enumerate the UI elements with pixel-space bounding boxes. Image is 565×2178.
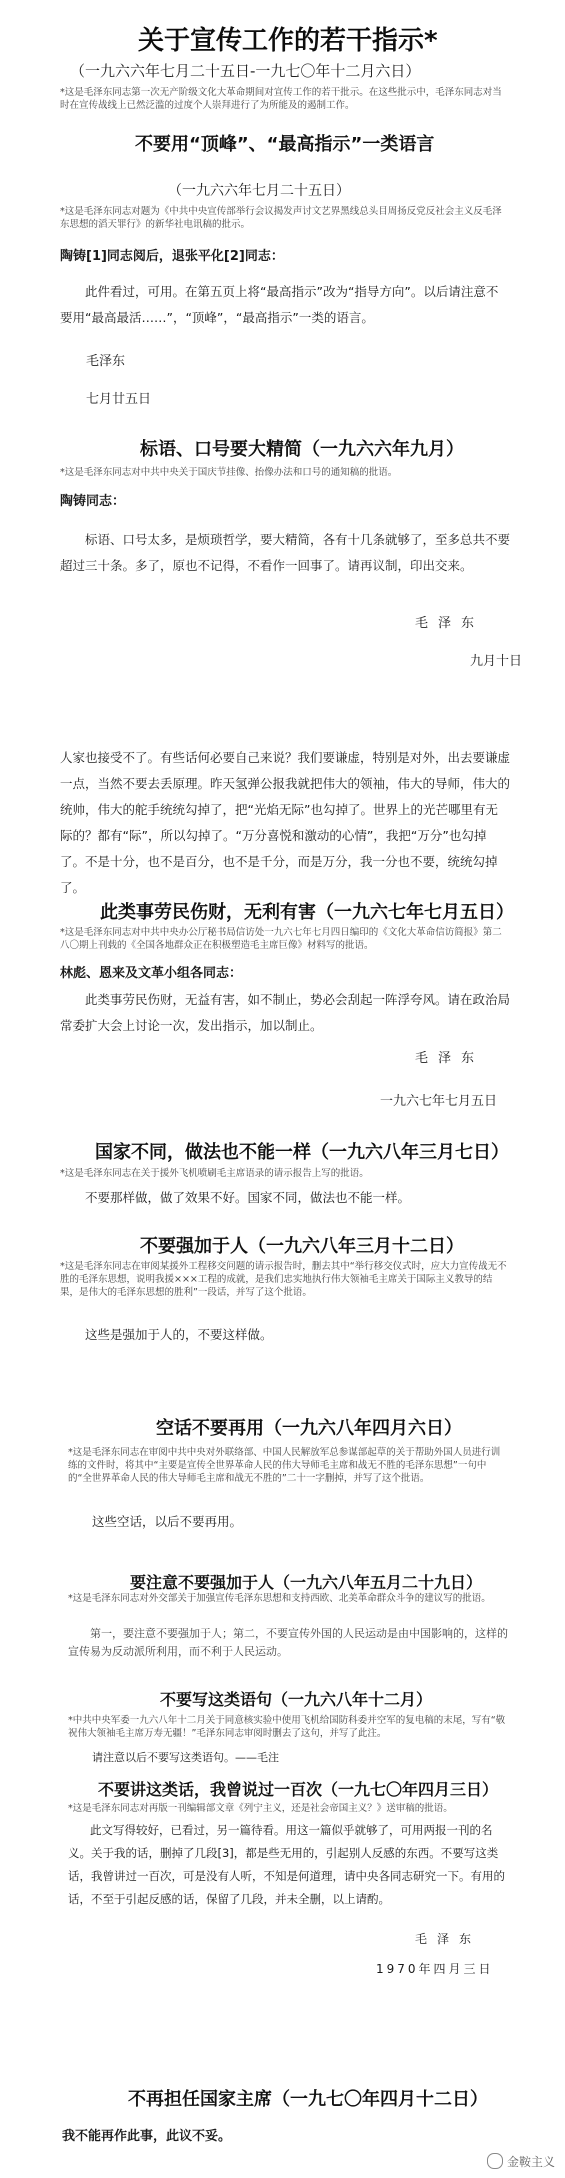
sign-date: 一九六七年七月五日 — [380, 1094, 498, 1109]
section-body: 请注意以后不要写这类语句。——毛注 — [92, 1751, 279, 1764]
section-heading: 标语、口号要大精简（一九六六年九月） — [140, 439, 464, 460]
title-date: （一九六六年七月二十五日-一九七〇年十二月六日） — [70, 62, 421, 80]
page-title: 关于宣传工作的若干指示* — [138, 26, 438, 56]
section-body: 此文写得较好，已看过，另一篇待看。用这一篇似乎就够了，可用两报一刊的名义。关于我的话，删掉了几段[3]，都是些无用的，引起别人反感的东西。不要写这类话，我曾讲过一百次，可是没有人听，不知是何道理，请中央各同志研究一下。有用的话，不至于引起反感的话，保留了几段，并未全删，以上请酌。 — [68, 1823, 505, 1906]
signature: 毛泽东 — [415, 1051, 485, 1066]
sign-date: 1970年四月三日 — [376, 1962, 494, 1976]
signature: 毛泽东 — [415, 616, 485, 631]
section-body: 我不能再作此事，此议不妥。 — [62, 2129, 232, 2144]
section-note: *这是毛泽东同志在审阅中共中央对外联络部、中国人民解放军总参谋部起草的关于帮助外国人员进行训练的文件时，将其中“主要是宣传全世界革命人民的伟大导师毛主席和战无不胜的毛泽东思想”一句中的“全世界革命人民的伟大导师毛主席和战无不胜的”二十一字删掉，并写了这个批语。 — [68, 1447, 501, 1484]
section-note: *这是毛泽东同志对中共中央办公厅秘书局信访处一九六七年七月四日编印的《文化大革命信访简报》第二八〇期上刊载的《全国各地群众正在积极塑造毛主席巨像》材料写的批语。 — [60, 927, 502, 951]
section-heading: 不要用“顶峰”、“最高指示”一类语言 — [135, 134, 435, 155]
section-date: （一九六六年七月二十五日） — [168, 183, 350, 199]
section-body: 不要那样做，做了效果不好。国家不同，做法也不能一样。 — [85, 1190, 411, 1205]
section-body: 这些是强加于人的，不要这样做。 — [85, 1327, 273, 1342]
section-heading: 空话不要再用（一九六八年四月六日） — [156, 1418, 462, 1439]
section-note: *中共中央军委一九六八年十二月关于同意核实验中使用飞机给国防科委并空军的复电稿的末尾，写有“敬祝伟大领袖毛主席万寿无疆！”毛泽东同志审阅时删去了这句，并写了此注。 — [68, 1715, 506, 1739]
section-note: *这是毛泽东同志对外交部关于加强宣传毛泽东思想和支持西欧、北美革命群众斗争的建议写的批语。 — [68, 1593, 491, 1604]
section-body: 此件看过，可用。在第五页上将“最高指示”改为“指导方向”。以后请注意不要用“最高最活……”，“顶峰”，“最高指示”一类的语言。 — [60, 284, 499, 325]
section-body: 第一，要注意不要强加于人；第二，不要宣传外国的人民运动是由中国影响的，这样的宣传易为反动派所利用，而不利于人民运动。 — [68, 1627, 508, 1658]
sign-date: 九月十日 — [470, 654, 523, 669]
section-heading: 不要讲这类话，我曾说过一百次（一九七〇年四月三日） — [98, 1780, 499, 1799]
section-heading: 不再担任国家主席（一九七〇年四月十二日） — [128, 2089, 488, 2110]
section-heading: 不要强加于人（一九六八年三月十二日） — [140, 1236, 464, 1257]
watermark — [487, 2153, 555, 2170]
title-note: *这是毛泽东同志第一次无产阶级文化大革命期间对宣传工作的若干批示。在这些批示中，毛泽东同志对当时在宣传战线上已然泛滥的过度个人崇拜进行了为所能及的遏制工作。 — [60, 87, 502, 111]
sign-date: 七月廿五日 — [86, 392, 152, 407]
section-body: 这些空话，以后不要再用。 — [92, 1514, 243, 1529]
section-heading: 此类事劳民伤财，无利有害（一九六七年七月五日） — [100, 902, 514, 923]
section-body: 此类事劳民伤财，无益有害，如不制止，势必会刮起一阵浮夸风。请在政治局常委扩大会上讨论一次，发出指示，加以制止。 — [60, 992, 511, 1033]
section-addressee: 陶铸[1]同志阅后，退张平化[2]同志： — [60, 249, 284, 264]
section-addressee: 陶铸同志： — [60, 494, 126, 509]
section-heading: 国家不同，做法也不能一样（一九六八年三月七日） — [95, 1142, 509, 1163]
watermark-text: 金鞍主义 — [506, 2155, 555, 2169]
section-body: 人家也接受不了。有些话何必要自己来说？我们要谦虚，特别是对外，出去要谦虚一点，当然不要去丢原理。昨天氢弹公报我就把伟大的领袖，伟大的导师，伟大的统帅，伟大的舵手统统勾掉了，把“光焰无际”也勾掉了。世界上的光芒哪里有无际的？都有“际”，所以勾掉了。“万分喜悦和激动的心情”，我把“万分”也勾掉了。不是十分，也不是百分，也不是千分，而是万分，我一分也不要，统统勾掉了。 — [60, 750, 511, 895]
section-note: *这是毛泽东同志对题为《中共中央宣传部举行会议揭发声讨文艺界黑线总头目周扬反党反社会主义反毛泽东思想的滔天罪行》的新华社电讯稿的批示。 — [60, 206, 502, 230]
section-note: *这是毛泽东同志在关于援外飞机喷刷毛主席语录的请示报告上写的批语。 — [60, 1168, 369, 1179]
section-note: *这是毛泽东同志在审阅某援外工程移交问题的请示报告时，删去其中“举行移交仪式时，应大力宣传战无不胜的毛泽东思想，说明我援×××工程的成就，是我们忠实地执行伟大领袖毛主席关于国际主义教导的结果，是伟大的毛泽东思想的胜利”一段话，并写了这个批语。 — [60, 1261, 507, 1298]
section-heading: 要注意不要强加于人（一九六八年五月二十九日） — [130, 1573, 483, 1592]
signature: 毛泽东 — [415, 1932, 482, 1946]
section-body: 标语、口号太多，是烦琐哲学，要大精简，各有十几条就够了，至多总共不要超过三十条。多了，原也不记得，不看作一回事了。请再议制，印出交来。 — [60, 532, 511, 573]
section-note: *这是毛泽东同志对中共中央关于国庆节挂像、抬像办法和口号的通知稿的批语。 — [60, 467, 398, 478]
section-addressee: 林彪、恩来及文革小组各同志： — [60, 966, 243, 981]
section-note: *这是毛泽东同志对再版一刊编辑部文章《列宁主义，还是社会帝国主义？》送审稿的批语。 — [68, 1803, 453, 1814]
signature: 毛泽东 — [86, 354, 126, 369]
section-heading: 不要写这类语句（一九六八年十二月） — [160, 1690, 433, 1709]
wechat-icon — [487, 2153, 503, 2169]
